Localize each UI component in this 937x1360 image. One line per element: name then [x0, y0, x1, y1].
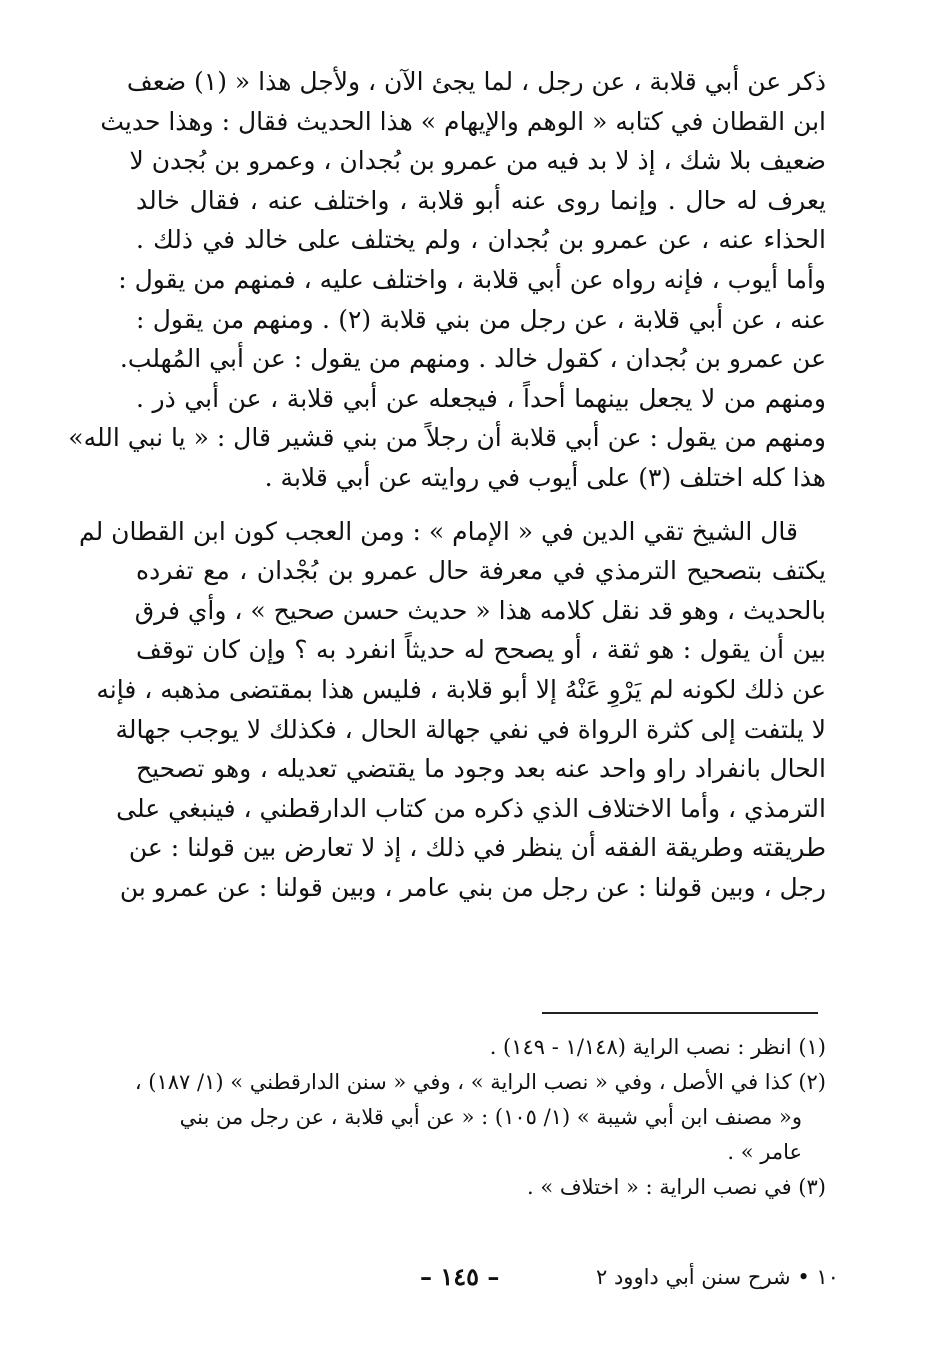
text-line: وأما أيوب ، فإنه رواه عن أبي قلابة ، واختلف عليه ، فمنهم من يقول :: [118, 264, 826, 294]
text-line: ابن القطان في كتابه « الوهم والإيهام » هذا الحديث فقال : وهذا حديث: [100, 106, 826, 136]
text-line: بين أن يقول : هو ثقة ، أو يصحح له حديثاً انفرد به ؟ وإن كان توقف: [136, 635, 826, 665]
page-number: – ١٤٥ –: [420, 1262, 500, 1291]
footnote-3: (٣) في نصب الراية : « اختلاف » .: [527, 1175, 826, 1199]
footnote-1: (١) انظر : نصب الراية (١/١٤٨ - ١٤٩) .: [489, 1035, 826, 1059]
text-line: هذا كله اختلف (٣) على أيوب في روايته عن أبي قلابة .: [264, 462, 826, 492]
text-line: عنه ، عن أبي قلابة ، عن رجل من بني قلابة (٢) . ومنهم من يقول :: [136, 304, 826, 334]
main-text: [68, 62, 826, 907]
text-line: عن عمرو بن بُجدان ، كقول خالد . ومنهم من يقول : عن أبي المُهلب.: [119, 344, 826, 374]
text-line: يكتف بتصحيح الترمذي في معرفة حال عمرو بن بُجْدان ، مع تفرده: [136, 556, 826, 586]
footnote-2: (٢) كذا في الأصل ، وفي « نصب الراية » ، وفي « سنن الدارقطني » (١/ ١٨٧) ،: [134, 1070, 826, 1094]
text-line: لا يلتفت إلى كثرة الرواة في نفي جهالة الحال ، فكذلك لا يوجب جهالة: [115, 714, 826, 744]
text-line: الحال بانفراد راو واحد عنه بعد وجود ما يقتضي تعديله ، وهو تصحيح: [136, 754, 826, 784]
text-line: ضعيف بلا شك ، إذ لا بد فيه من عمرو بن بُجدان ، وعمرو بن بُجدن لا: [129, 146, 826, 176]
text-line: بالحديث ، وهو قد نقل كلامه هذا « حديث حسن صحيح » ، وأي فرق: [134, 595, 826, 625]
text-line: قال الشيخ تقي الدين في « الإمام » : ومن العجب كون ابن القطان لم: [78, 516, 798, 546]
paragraph-gap: [136, 498, 826, 512]
footnote-divider: [542, 1012, 818, 1014]
running-title: ١٠ • شرح سنن أبي داوود ٢: [596, 1265, 839, 1289]
text-line: عن ذلك لكونه لم يَرْوِ عَنْهُ إلا أبو قلابة ، فليس هذا بمقتضى مذهبه ، فإنه: [96, 674, 826, 704]
text-line: ومنهم من لا يجعل بينهما أحداً ، فيجعله عن أبي قلابة ، عن أبي ذر .: [136, 383, 826, 413]
text-line: الترمذي ، وأما الاختلاف الذي ذكره من كتاب الدارقطني ، فينبغي على: [116, 793, 826, 823]
footnotes: [136, 1030, 826, 1205]
text-line: طريقته وطريقة الفقه أن ينظر في ذلك ، إذ لا تعارض بين قولنا : عن: [128, 833, 826, 863]
text-line: رجل ، وبين قولنا : عن رجل من بني عامر ، وبين قولنا : عن عمرو بن: [119, 872, 826, 902]
footnote-2-continued: و« مصنف ابن أبي شيبة » (١/ ١٠٥) : « عن أبي قلابة ، عن رجل من بني: [179, 1105, 802, 1129]
text-line: يعرف له حال . وإنما روى عنه أبو قلابة ، واختلف عنه ، فقال خالد: [136, 185, 826, 215]
text-line: الحذاء عنه ، عن عمرو بن بُجدان ، ولم يختلف على خالد في ذلك .: [136, 225, 826, 255]
text-line: ذكر عن أبي قلابة ، عن رجل ، لما يجئ الآن ، ولأجل هذا « (١) ضعف: [126, 67, 826, 96]
text-line: ومنهم من يقول : عن أبي قلابة أن رجلاً من بني قشير قال : « يا نبي الله»: [68, 423, 826, 453]
footnote-2-continued: عامر » .: [727, 1140, 802, 1164]
